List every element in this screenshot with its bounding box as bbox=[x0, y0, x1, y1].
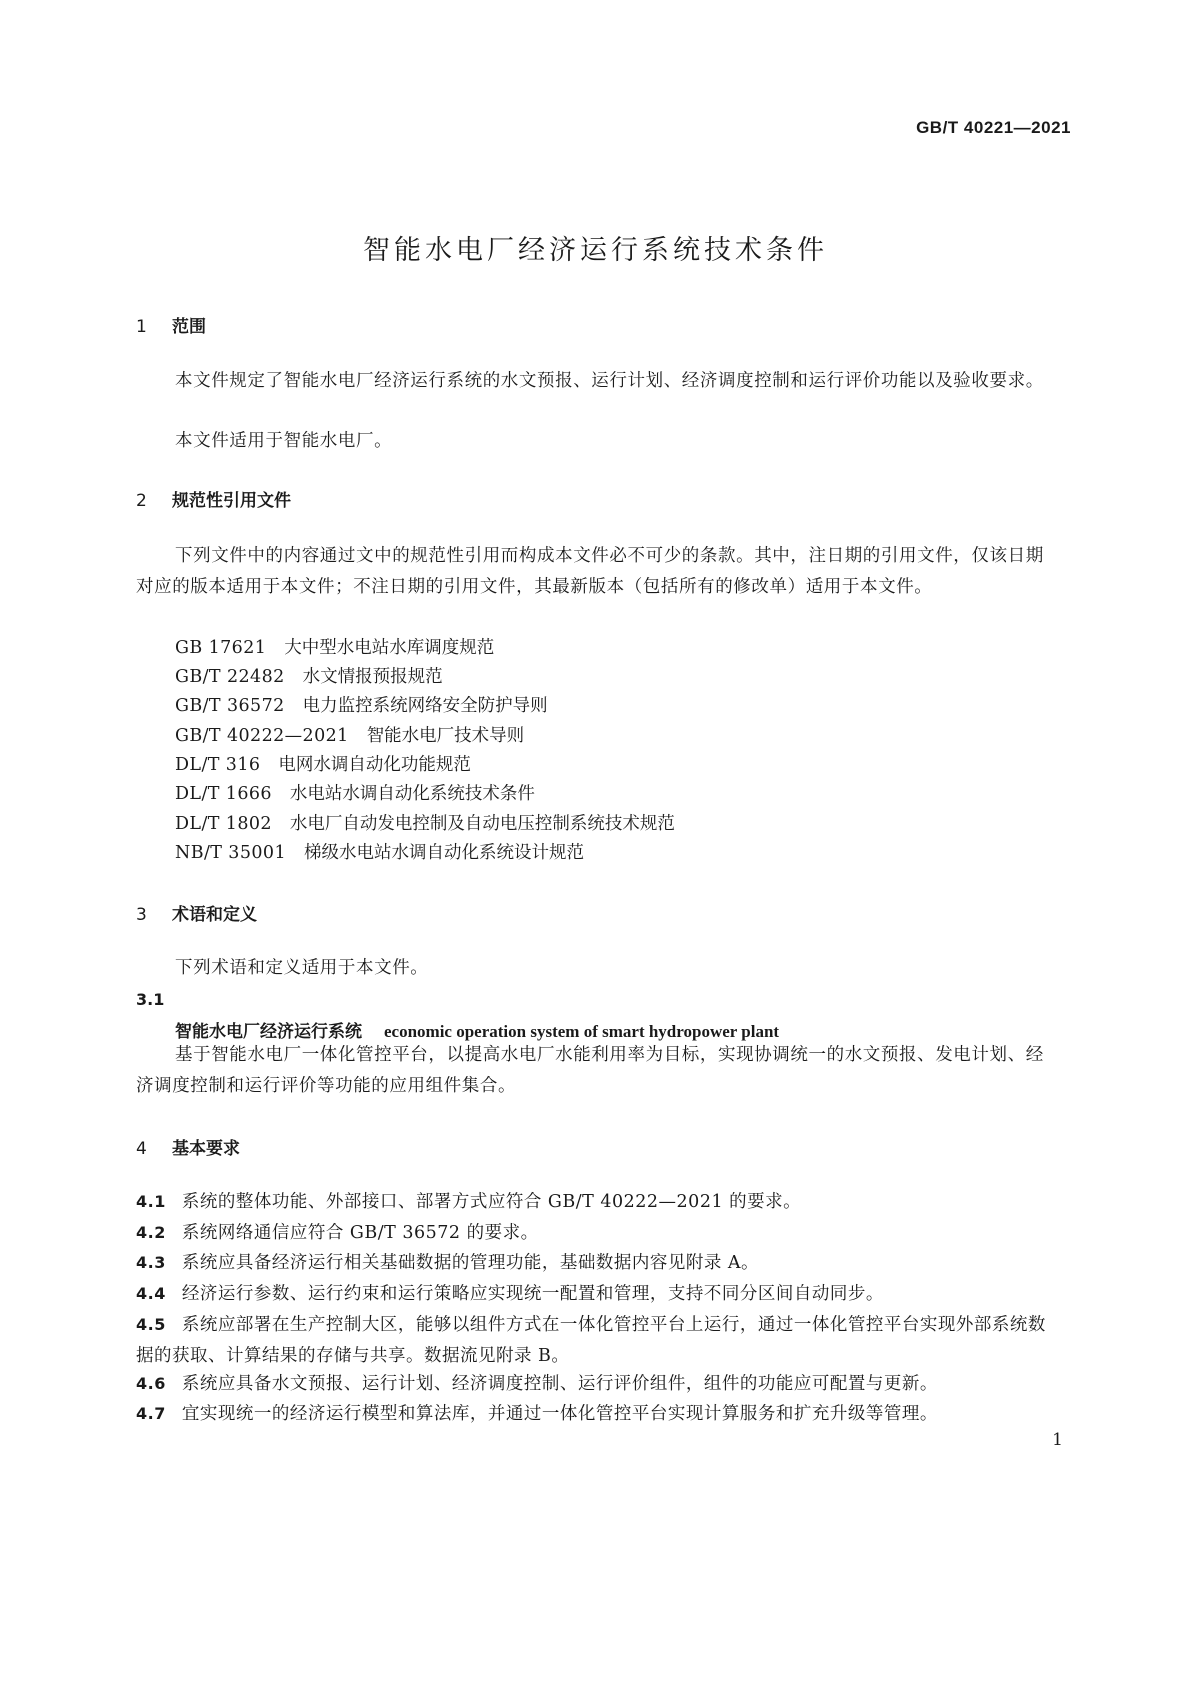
reference-item bbox=[175, 780, 535, 805]
reference-title: 水文情报预报规范 bbox=[302, 667, 443, 687]
clause-number: 4.1 bbox=[136, 1192, 166, 1211]
section-3-heading bbox=[136, 900, 257, 925]
term-entry bbox=[175, 1017, 779, 1042]
clause bbox=[136, 1217, 1061, 1249]
reference-item bbox=[175, 839, 584, 864]
clause-number: 4.7 bbox=[136, 1404, 166, 1423]
reference-item bbox=[175, 751, 471, 776]
reference-title: 梯级水电站水调自动化系统设计规范 bbox=[303, 843, 584, 863]
section-number: 2 bbox=[136, 491, 147, 511]
page-number: 1 bbox=[1052, 1430, 1063, 1450]
clause-text: 系统网络通信应符合 GB/T 36572 的要求。 bbox=[181, 1223, 539, 1243]
clause bbox=[136, 1247, 1061, 1279]
clause-number: 4.4 bbox=[136, 1284, 166, 1303]
term-number: 3.1 bbox=[136, 990, 165, 1009]
reference-code: GB/T 36572 bbox=[175, 696, 285, 716]
clause-text: 系统的整体功能、外部接口、部署方式应符合 GB/T 40222—2021 的要求。 bbox=[181, 1192, 802, 1212]
reference-code: DL/T 316 bbox=[175, 755, 261, 775]
reference-item bbox=[175, 722, 524, 747]
term-chinese: 智能水电厂经济运行系统 bbox=[175, 1022, 362, 1042]
reference-title: 电网水调自动化功能规范 bbox=[278, 755, 471, 775]
section-title: 术语和定义 bbox=[172, 905, 257, 925]
reference-item bbox=[175, 634, 494, 659]
clause-text: 系统应具备经济运行相关基础数据的管理功能，基础数据内容见附录 A。 bbox=[181, 1253, 760, 1273]
clause bbox=[136, 1278, 1061, 1310]
clause-text: 系统应具备水文预报、运行计划、经济调度控制、运行评价组件，组件的功能应可配置与更新。 bbox=[181, 1374, 938, 1394]
reference-title: 电力监控系统网络安全防护导则 bbox=[302, 696, 548, 716]
clause-number: 4.5 bbox=[136, 1315, 166, 1334]
clause-text: 宜实现统一的经济运行模型和算法库，并通过一体化管控平台实现计算服务和扩充升级等管理。 bbox=[181, 1404, 938, 1424]
standard-number: GB/T 40221—2021 bbox=[916, 118, 1071, 137]
reference-code: GB/T 22482 bbox=[175, 667, 285, 687]
paragraph: 本文件规定了智能水电厂经济运行系统的水文预报、运行计划、经济调度控制和运行评价功能以及验收要求。 bbox=[175, 371, 1044, 391]
clause bbox=[136, 1186, 1061, 1218]
reference-item bbox=[175, 810, 675, 835]
clause bbox=[136, 1368, 1061, 1400]
paragraph: 本文件适用于智能水电厂。 bbox=[175, 431, 393, 451]
reference-title: 水电厂自动发电控制及自动电压控制系统技术规范 bbox=[289, 814, 675, 834]
reference-title: 智能水电厂技术导则 bbox=[366, 726, 525, 746]
clause-text: 经济运行参数、运行约束和运行策略应实现统一配置和管理，支持不同分区间自动同步。 bbox=[181, 1284, 884, 1304]
section-2-heading bbox=[136, 486, 291, 511]
reference-code: DL/T 1666 bbox=[175, 784, 272, 804]
clause bbox=[136, 1398, 1061, 1430]
section-1-heading bbox=[136, 312, 206, 337]
clause-number: 4.2 bbox=[136, 1223, 166, 1242]
reference-item bbox=[175, 692, 548, 717]
section-number: 4 bbox=[136, 1139, 147, 1159]
section-4-heading bbox=[136, 1134, 240, 1159]
clause bbox=[136, 1309, 1061, 1372]
section-number: 1 bbox=[136, 317, 147, 337]
clause-text: 系统应部署在生产控制大区，能够以组件方式在一体化管控平台上运行，通过一体化管控平台实现外部系统数据的获取、计算结果的存储与共享。数据流见附录 B。 bbox=[136, 1315, 1046, 1366]
reference-code: NB/T 35001 bbox=[175, 843, 286, 863]
paragraph: 下列术语和定义适用于本文件。 bbox=[175, 958, 429, 978]
section-title: 规范性引用文件 bbox=[172, 491, 291, 511]
reference-title: 大中型水电站水库调度规范 bbox=[284, 638, 495, 658]
term-definition: 基于智能水电厂一体化管控平台，以提高水电厂水能利用率为目标，实现协调统一的水文预报、发电计划、经济调度控制和运行评价等功能的应用组件集合。 bbox=[136, 1045, 1044, 1096]
paragraph: 下列文件中的内容通过文中的规范性引用而构成本文件必不可少的条款。其中，注日期的引用文件，仅该日期对应的版本适用于本文件；不注日期的引用文件，其最新版本（包括所有的修改单）适用于本文件。 bbox=[136, 546, 1044, 597]
clause-number: 4.3 bbox=[136, 1253, 166, 1272]
reference-code: GB/T 40222—2021 bbox=[175, 726, 349, 746]
reference-title: 水电站水调自动化系统技术条件 bbox=[289, 784, 535, 804]
section-number: 3 bbox=[136, 905, 147, 925]
reference-code: DL/T 1802 bbox=[175, 814, 272, 834]
clause-number: 4.6 bbox=[136, 1374, 166, 1393]
section-title: 基本要求 bbox=[172, 1139, 240, 1159]
section-title: 范围 bbox=[172, 317, 206, 337]
reference-code: GB 17621 bbox=[175, 638, 267, 658]
document-title: 智能水电厂经济运行系统技术条件 bbox=[363, 235, 828, 266]
reference-item bbox=[175, 663, 443, 688]
term-english: economic operation system of smart hydropower plant bbox=[384, 1022, 780, 1041]
